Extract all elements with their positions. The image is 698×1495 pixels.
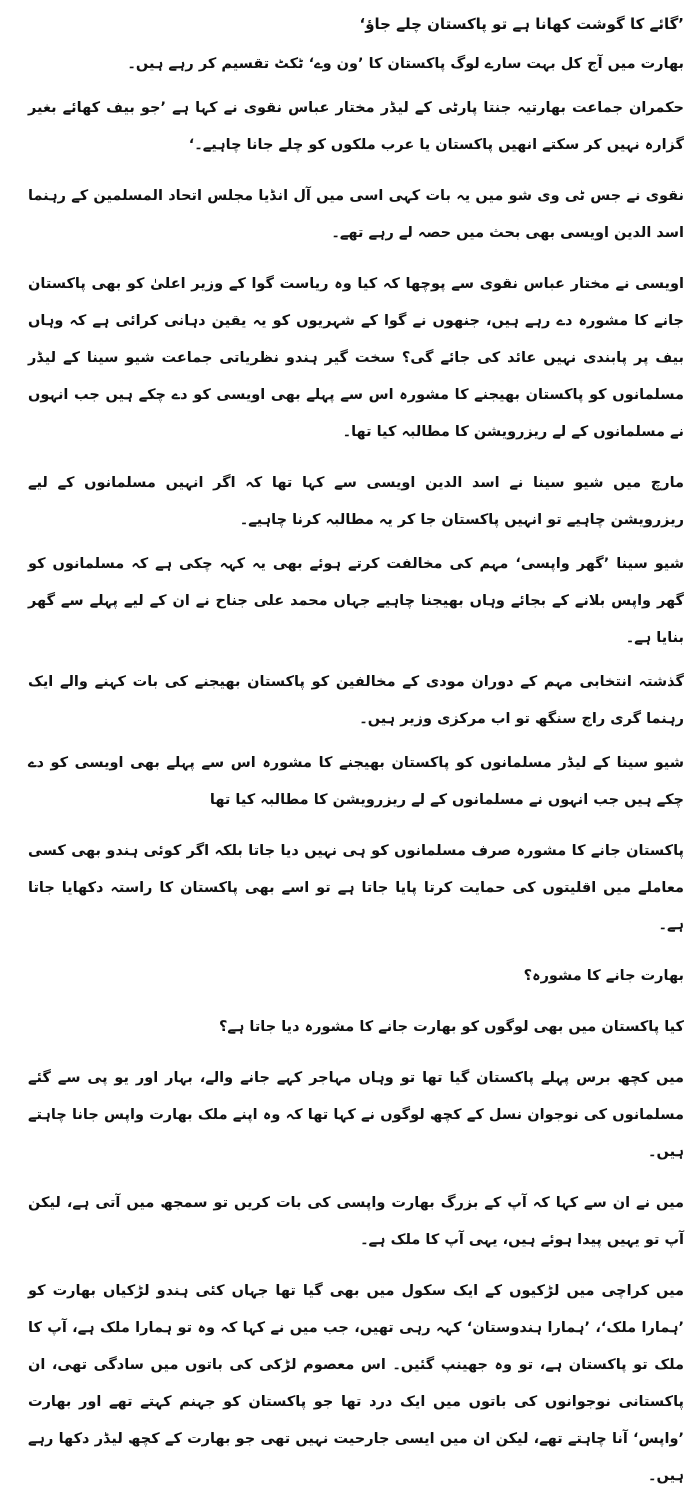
- paragraph-5: مارچ میں شیو سینا نے اسد الدین اویسی سے کہا تھا کہ اگر انہیں مسلمانوں کے لیے ریزرویشن چاہیے تو انہیں پاکستان جا کر یہ مطالبہ کرنا چاہیے۔: [28, 475, 684, 528]
- article-title: ’گائے کا گوشت کھانا ہے تو پاکستان چلے جاؤ‘: [359, 15, 684, 33]
- paragraph-1: بھارت میں آج کل بہت سارے لوگ پاکستان کا ’ون وے‘ ٹکٹ تقسیم کر رہے ہیں۔: [127, 56, 684, 72]
- paragraph-7: گذشتہ انتخابی مہم کے دوران مودی کے مخالفین کو پاکستان بھیجنے کی بات کہنے والے ایک رہنما گری راج سنگھ تو اب مرکزی وزیر ہیں۔: [28, 674, 684, 727]
- paragraph-2: حکمران جماعت بھارتیہ جنتا پارٹی کے لیڈر مختار عباس نقوی نے کہا ہے ’جو بیف کھائے بغیر گزارہ نہیں کر سکتے انھیں پاکستان یا عرب ملکوں کو چلے جانا چاہیے۔‘: [28, 100, 684, 153]
- paragraph-4: اویسی نے مختار عباس نقوی سے پوچھا کہ کیا وہ ریاست گوا کے وزیر اعلیٰ کو بھی پاکستان جانے کا مشورہ دے رہے ہیں، جنھوں نے گوا کے شہریوں کو یہ یقین دہانی کرائی ہے کہ وہاں بیف پر پابندی نہیں عائد کی جائے گی؟ سخت گیر ہندو نظریاتی جماعت شیو سینا کے لیڈر مسلمانوں کو پاکستان بھیجنے کا مشورہ اس سے پہلے بھی اویسی کو دے چکے ہیں جب انہوں نے مسلمانوں کے لے ریزرویشن کا مطالبہ کیا تھا۔: [28, 276, 684, 440]
- paragraph-10: کیا پاکستان میں بھی لوگوں کو بھارت جانے کا مشورہ دیا جاتا ہے؟: [218, 1019, 684, 1035]
- paragraph-8: شیو سینا کے لیڈر مسلمانوں کو پاکستان بھیجنے کا مشورہ اس سے پہلے بھی اویسی کو دے چکے ہیں جب انہوں نے مسلمانوں کے لے ریزرویشن کا مطالبہ کیا تھا: [28, 755, 684, 808]
- paragraph-12: میں نے ان سے کہا کہ آپ کے بزرگ بھارت واپسی کی بات کریں تو سمجھ میں آتی ہے، لیکن آپ تو یہیں پیدا ہوئے ہیں، یہی آپ کا ملک ہے۔: [28, 1195, 684, 1248]
- subheading: بھارت جانے کا مشورہ؟: [523, 968, 684, 984]
- paragraph-6: شیو سینا ’گھر واپسی‘ مہم کی مخالفت کرتے ہوئے بھی یہ کہہ چکی ہے کہ مسلمانوں کو گھر واپس بلانے کے بجائے وہاں بھیجنا چاہیے جہاں محمد علی جناح نے ان کے لیے پہلے سے گھر بنایا ہے۔: [28, 556, 684, 646]
- paragraph-11: میں کچھ برس پہلے پاکستان گیا تھا تو وہاں مہاجر کہے جانے والے، بہار اور یو پی سے گئے مسلمانوں کی نوجوان نسل کے کچھ لوگوں نے کہا تھا کہ وہ اپنے ملک بھارت واپس جانا چاہتے ہیں۔: [28, 1070, 684, 1160]
- paragraph-9: پاکستان جانے کا مشورہ صرف مسلمانوں کو ہی نہیں دیا جاتا بلکہ اگر کوئی ہندو بھی کسی معاملے میں اقلیتوں کی حمایت کرتا پایا جاتا ہے تو اسے بھی پاکستان کا راستہ دکھایا جاتا ہے۔: [28, 843, 684, 933]
- paragraph-3: نقوی نے جس ٹی وی شو میں یہ بات کہی اسی میں آل انڈیا مجلس اتحاد المسلمین کے رہنما اسد الدین اویسی بھی بحث میں حصہ لے رہے تھے۔: [28, 188, 684, 241]
- paragraph-13: میں کراچی میں لڑکیوں کے ایک سکول میں بھی گیا تھا جہاں کئی ہندو لڑکیاں بھارت کو ’ہمارا ملک‘، ’ہمارا ہندوستان‘ کہہ رہی تھیں، جب میں نے کہا کہ وہ تو ہمارا ملک ہے، آپ کا ملک تو پاکستان ہے، تو وہ جھینپ گئیں۔ اس معصوم لڑکی کی باتوں میں سادگی تھی، ان پاکستانی نوجوانوں کی باتوں میں ایک درد تھا جو پاکستان کو جہنم کہتے تھے اور بھارت ’واپس‘ آنا چاہتے تھے، لیکن ان میں ایسی جارحیت نہیں تھی جو بھارت کے کچھ لیڈر دکھا رہے ہیں۔: [28, 1283, 684, 1484]
